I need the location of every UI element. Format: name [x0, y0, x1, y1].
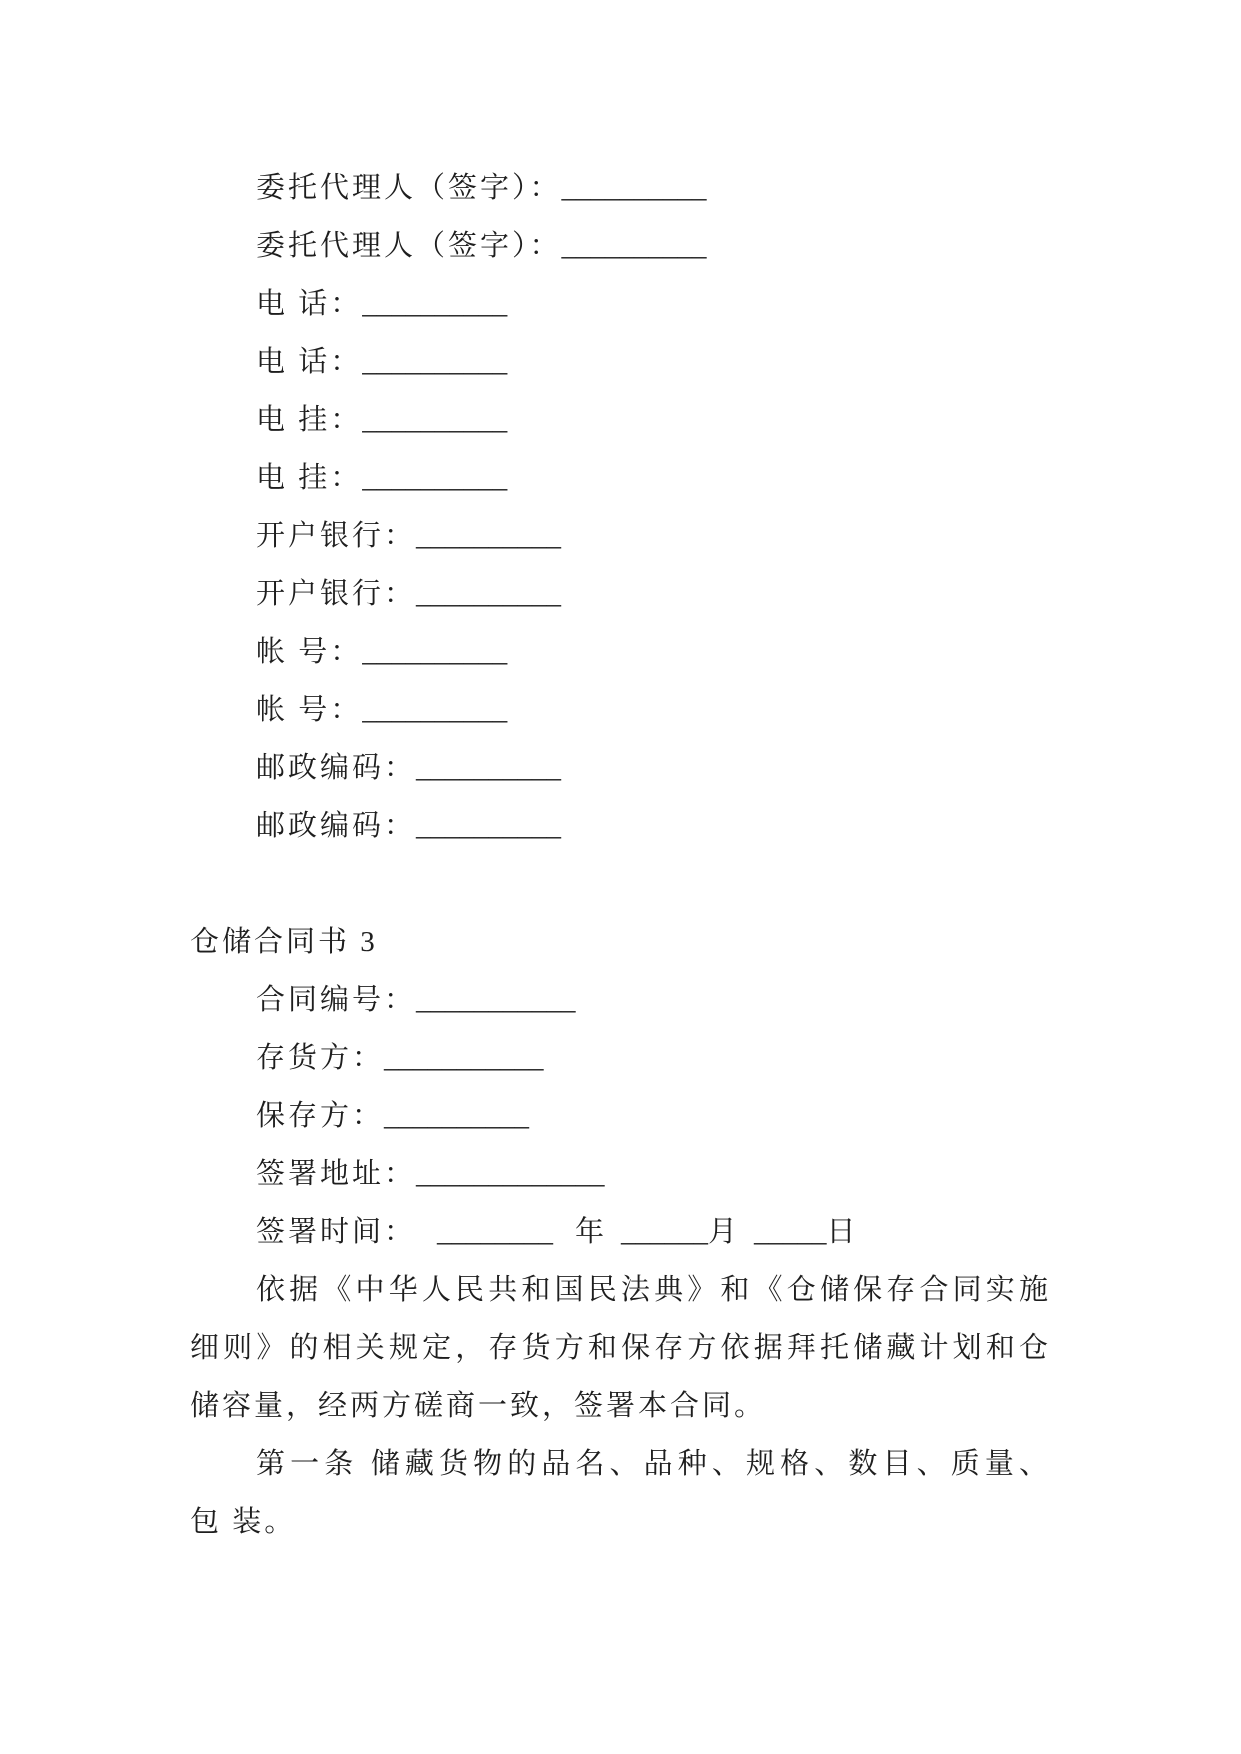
- day-label: 日: [826, 1216, 859, 1248]
- field-blank: __________: [362, 694, 508, 726]
- field-label: 合同编号：: [256, 984, 417, 1016]
- field-blank: ___________: [384, 1042, 544, 1074]
- field-blank: __________: [416, 520, 562, 552]
- field-label: 存货方：: [256, 1042, 385, 1074]
- field-blank: __________: [362, 346, 508, 378]
- field-label: 电 话：: [256, 346, 363, 378]
- field-blank: __________: [416, 810, 562, 842]
- field-blank: __________: [362, 636, 508, 668]
- day-blank: _____: [754, 1216, 827, 1248]
- year-label: 年: [575, 1216, 608, 1248]
- field-label: 电 话：: [256, 288, 363, 320]
- field-row-bank: [190, 565, 1051, 623]
- field-blank: __________: [362, 462, 508, 494]
- field-blank: _____________: [416, 1158, 605, 1190]
- field-blank: __________: [416, 578, 562, 610]
- paragraph-line: 包 装。: [190, 1506, 297, 1538]
- field-blank: __________: [561, 172, 707, 204]
- paragraph-article-1: [190, 1435, 1051, 1551]
- contract-title: 仓储合同书 3: [190, 926, 378, 958]
- field-row-signing-time: [190, 1203, 1051, 1261]
- field-row-agent-signature: [190, 217, 1051, 275]
- field-blank: __________: [362, 404, 508, 436]
- field-row-telegraph: [190, 449, 1051, 507]
- field-row-signing-address: [190, 1145, 1051, 1203]
- paragraph-line: 依据《中华人民共和国民法典》和《仓储保存合同实施: [256, 1274, 1051, 1306]
- field-blank: __________: [384, 1100, 530, 1132]
- field-row-warehouse-keeper: [190, 1087, 1051, 1145]
- paragraph-line: 细则》的相关规定，存货方和保存方依据拜托储藏计划和仓: [190, 1332, 1051, 1364]
- field-label: 电 挂：: [256, 462, 363, 494]
- document-body: [190, 159, 1051, 1551]
- field-row-postcode: [190, 739, 1051, 797]
- field-label: 帐 号：: [256, 636, 363, 668]
- field-row-bank: [190, 507, 1051, 565]
- field-label: 邮政编码：: [256, 752, 417, 784]
- field-label: 签署时间：: [256, 1216, 417, 1248]
- field-row-telegraph: [190, 391, 1051, 449]
- field-label: 邮政编码：: [256, 810, 417, 842]
- paragraph-line: 储容量，经两方磋商一致，签署本合同。: [190, 1390, 767, 1422]
- field-blank: ___________: [416, 984, 576, 1016]
- field-row-phone: [190, 275, 1051, 333]
- field-label: 保存方：: [256, 1100, 385, 1132]
- field-label: 开户银行：: [256, 520, 417, 552]
- field-row-depositor: [190, 1029, 1051, 1087]
- field-row-phone: [190, 333, 1051, 391]
- month-label: 月: [708, 1216, 741, 1248]
- field-label: 委托代理人（签字）：: [256, 172, 562, 204]
- field-row-account: [190, 623, 1051, 681]
- field-row-account: [190, 681, 1051, 739]
- field-row-agent-signature: [190, 159, 1051, 217]
- paragraph-line: 第一条 储藏货物的品名、品种、规格、数目、质量、: [256, 1448, 1051, 1480]
- field-label: 电 挂：: [256, 404, 363, 436]
- field-blank: __________: [362, 288, 508, 320]
- field-blank: __________: [416, 752, 562, 784]
- field-label: 帐 号：: [256, 694, 363, 726]
- month-blank: ______: [621, 1216, 709, 1248]
- field-label: 委托代理人（签字）：: [256, 230, 562, 262]
- field-blank: __________: [561, 230, 707, 262]
- field-row-postcode: [190, 797, 1051, 855]
- field-row-contract-number: [190, 971, 1051, 1029]
- paragraph-preamble: [190, 1261, 1051, 1435]
- blank-line: [190, 855, 1051, 913]
- year-blank: ________: [437, 1216, 554, 1248]
- field-label: 签署地址：: [256, 1158, 417, 1190]
- field-label: 开户银行：: [256, 578, 417, 610]
